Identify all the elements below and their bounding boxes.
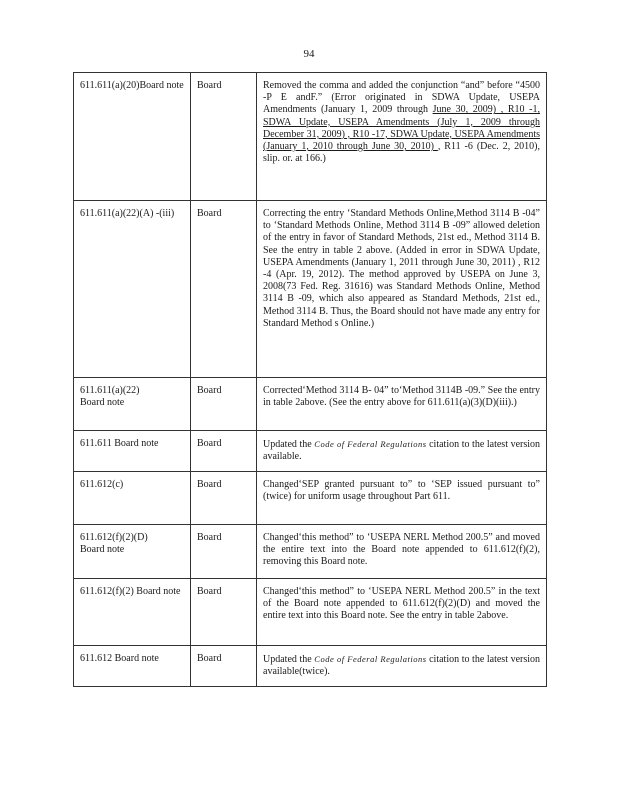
table-row: [74, 431, 547, 472]
source-text: Board: [197, 479, 222, 490]
section-text: 611.611(a)(20)Board note: [80, 80, 184, 91]
section-cell: [74, 201, 191, 378]
section-cell: [74, 431, 191, 472]
section-cell: [74, 646, 191, 687]
source-cell: [191, 431, 257, 472]
cfr-title-text: Code of Federal Regulations: [314, 654, 427, 664]
description-cell: [257, 646, 547, 687]
section-text-line2: Board note: [80, 397, 125, 409]
description-cell: [257, 73, 547, 201]
table-row: [74, 201, 547, 378]
description-text: Removed the comma and added the conjunction “and” before “4500 -P E andF.” (Error originated in SDWA Update, USEPA Amendments (January 1, 2009 through: [263, 80, 540, 116]
source-cell: [191, 646, 257, 687]
description-underlined-text: June 30, 2009) , R10 -1, SDWA Update, USEPA Amendments (July 1, 2009 through December 31, 2009) , R10 -17, SDWA Update, USEPA Amendments (January 1, 2010 through June 30, 2010): [263, 104, 540, 153]
section-cell: [74, 525, 191, 579]
amendments-table: [73, 72, 547, 687]
table-row: [74, 579, 547, 646]
section-text-line2: Board note: [80, 544, 125, 556]
description-cell: [257, 472, 547, 525]
section-cell: [74, 73, 191, 201]
source-cell: [191, 525, 257, 579]
table-row: [74, 646, 547, 687]
section-cell: [74, 472, 191, 525]
section-text: 611.612 Board note: [80, 653, 159, 664]
source-cell: [191, 378, 257, 431]
source-cell: [191, 472, 257, 525]
section-text: 611.611(a)(22): [80, 385, 140, 396]
source-text: Board: [197, 653, 222, 664]
description-cell: [257, 378, 547, 431]
section-cell: [74, 378, 191, 431]
table-row: [74, 525, 547, 579]
source-text: Board: [197, 586, 222, 597]
source-cell: [191, 73, 257, 201]
cfr-title-text: Code of Federal Regulations: [314, 439, 427, 449]
source-cell: [191, 579, 257, 646]
description-cell: [257, 201, 547, 378]
description-cell: [257, 525, 547, 579]
page-number: 94: [303, 48, 315, 60]
description-text-end: citation to the latest version available(twice).: [263, 654, 541, 678]
source-text: Board: [197, 532, 222, 543]
source-text: Board: [197, 208, 222, 219]
section-cell: [74, 579, 191, 646]
description-cell: [257, 579, 547, 646]
table-row: [74, 378, 547, 431]
description-text: Corrected‘Method 3114 B- 04” to‘Method 3114B -09.” See the entry in table 2above. (See the entry above for 611.611(a)(3)(D)(iii).): [263, 385, 540, 409]
source-text: Board: [197, 438, 222, 449]
source-cell: [191, 201, 257, 378]
section-text: 611.611(a)(22)(A) -(iii): [80, 208, 175, 219]
section-text: 611.611 Board note: [80, 438, 159, 449]
section-text: 611.612(f)(2)(D): [80, 532, 148, 543]
description-text-end: citation to the latest version available.: [263, 439, 541, 463]
section-text: 611.612(f)(2) Board note: [80, 586, 181, 597]
source-text: Board: [197, 80, 222, 91]
description-text: Changed‘this method” to ‘USEPA NERL Method 200.5” in the text of the Board note appended to 611.612(f)(2)(D) and moved the entire text into this Board note. See the entry in table 2above.: [263, 586, 540, 622]
description-text: Correcting the entry ‘Standard Methods Online,Method 3114 B -04” to ‘Standard Methods Online, Method 3114 B -09” allowed deletion of the entry in favor of Standard Methods, 21st ed., Method 3114 B. See the entry in table 2 above. (Added in error in SDWA Update, USEPA Amendments (January 1, 2011 through June 30, 2011) , R12 -4 (Apr. 19, 2012). The method approved by USEPA on June 3, 2008(73 Fed. Reg. 31616) was Standard Methods Online, Method 3114 B -09, which also appeared as Standard Methods, 21st ed., Method 3114 B. Thus, the Board should not have made any entry for Standard Method s Online.): [263, 208, 540, 329]
description-text: Changed‘this method” to ‘USEPA NERL Method 200.5” and moved the entire text into the Board note appended to 611.612(f)(2), removing this Board note.: [263, 532, 540, 568]
table-row: [74, 472, 547, 525]
table-row: [74, 73, 547, 201]
description-cell: [257, 431, 547, 472]
section-text: 611.612(c): [80, 479, 124, 490]
source-text: Board: [197, 385, 222, 396]
description-text: Updated the: [263, 654, 315, 665]
description-text: Updated the: [263, 439, 315, 450]
description-text-end: , R11 -6 (Dec. 2, 2010), slip. or. at 166.): [263, 141, 540, 165]
description-text: Changed‘SEP granted pursuant to” to ‘SEP issued pursuant to” (twice) for uniform usage throughout Part 611.: [263, 479, 540, 503]
